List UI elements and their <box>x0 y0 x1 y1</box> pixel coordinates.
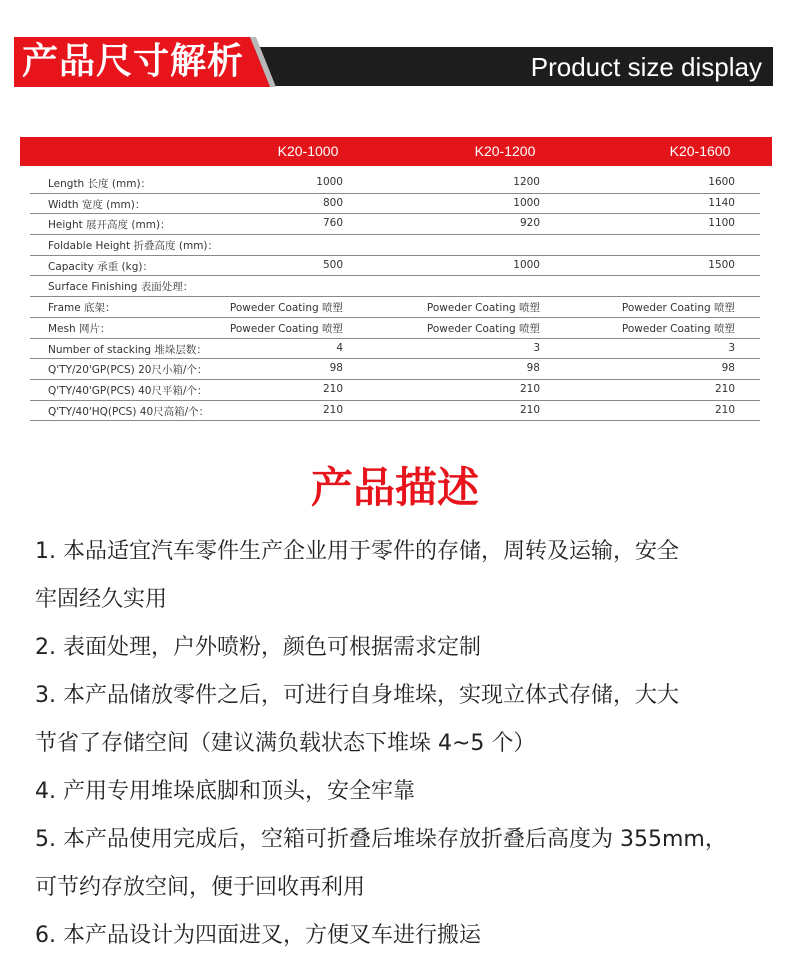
row-label: Frame 底架： <box>48 302 116 315</box>
row-value: 210 <box>519 382 540 395</box>
row-value: 1000 <box>316 176 343 188</box>
table-row <box>30 297 760 318</box>
description-line: 4. 产用专用堆垛底脚和顶头，安全牢靠 <box>35 779 415 804</box>
banner-title-en: Product size display <box>530 52 762 82</box>
row-value: 1140 <box>708 196 735 209</box>
table-row <box>30 359 760 380</box>
row-value: 3 <box>728 341 735 354</box>
description-line: 2. 表面处理，户外喷粉，颜色可根据需求定制 <box>35 635 481 660</box>
column-header: K20-1200 <box>474 143 536 159</box>
table-row <box>30 256 760 277</box>
row-value: 3 <box>533 341 540 354</box>
table-row <box>30 235 760 256</box>
row-value: 1100 <box>708 217 735 230</box>
column-header: K20-1600 <box>669 143 731 159</box>
column-header: K20-1000 <box>277 143 339 159</box>
row-label: Q'TY/40'GP(PCS) 40尺平箱/个： <box>48 384 208 397</box>
table-row <box>30 401 760 422</box>
description-line: 6. 本产品设计为四面进叉，方便叉车进行搬运 <box>35 923 481 948</box>
row-label: Capacity 承重 (kg)： <box>48 260 153 273</box>
row-value: 760 <box>322 217 343 230</box>
spec-table-header <box>20 137 772 166</box>
table-row <box>30 276 760 297</box>
row-value: Poweder Coating 喷塑 <box>229 302 343 315</box>
row-value: 210 <box>714 403 735 416</box>
row-value: 98 <box>721 362 735 375</box>
row-value: 1200 <box>513 176 540 188</box>
row-value: Poweder Coating 喷塑 <box>426 302 540 315</box>
row-value: 1000 <box>513 196 540 209</box>
row-value: 210 <box>322 403 343 416</box>
table-row <box>30 173 760 194</box>
row-value: 210 <box>322 382 343 395</box>
spec-table-body <box>30 173 760 421</box>
row-value: 98 <box>329 362 343 375</box>
row-label: Q'TY/20'GP(PCS) 20尺小箱/个： <box>48 364 208 377</box>
table-row <box>30 380 760 401</box>
row-label: Q'TY/40'HQ(PCS) 40尺高箱/个： <box>48 405 210 418</box>
banner-title-cn: 产品尺寸解析 <box>22 41 245 82</box>
description-line: 牢固经久实用 <box>35 587 168 612</box>
table-row <box>30 339 760 360</box>
table-row <box>30 214 760 235</box>
row-value: 98 <box>526 362 540 375</box>
description-line: 1. 本品适宜汽车零件生产企业用于零件的存储，周转及运输，安全 <box>35 539 679 564</box>
row-value: Poweder Coating 喷塑 <box>621 302 735 315</box>
description-list <box>35 534 775 966</box>
row-value: Poweder Coating 喷塑 <box>426 322 540 335</box>
row-value: 920 <box>519 217 540 230</box>
row-value: Poweder Coating 喷塑 <box>621 322 735 335</box>
row-value: 4 <box>336 341 343 354</box>
row-label: Length 长度 (mm)： <box>48 178 152 190</box>
description-line: 节省了存储空间（建议满负载状态下堆垛 4~5 个） <box>35 731 536 756</box>
row-label: Mesh 网片： <box>48 322 111 335</box>
row-value: 1600 <box>708 176 735 188</box>
description-title: 产品描述 <box>310 463 479 512</box>
row-label: Width 宽度 (mm)： <box>48 198 146 211</box>
row-label: Foldable Height 折叠高度 (mm)： <box>48 240 219 253</box>
table-row <box>30 194 760 215</box>
description-line: 5. 本产品使用完成后，空箱可折叠后堆垛存放折叠后高度为 355mm， <box>35 827 727 852</box>
row-value: 500 <box>322 258 343 271</box>
table-row <box>30 318 760 339</box>
row-label: Height 展开高度 (mm)： <box>48 219 171 232</box>
row-value: 1000 <box>513 258 540 271</box>
row-label: Number of stacking 堆垛层数： <box>48 343 207 356</box>
row-value: 800 <box>322 196 343 209</box>
row-value: 1500 <box>708 258 735 271</box>
row-value: 210 <box>519 403 540 416</box>
description-line: 可节约存放空间，便于回收再利用 <box>35 875 366 900</box>
description-line: 3. 本产品储放零件之后，可进行自身堆垛，实现立体式存储，大大 <box>35 683 679 708</box>
row-value: Poweder Coating 喷塑 <box>229 322 343 335</box>
row-value: 210 <box>714 382 735 395</box>
row-label: Surface Finishing 表面处理： <box>48 281 194 294</box>
